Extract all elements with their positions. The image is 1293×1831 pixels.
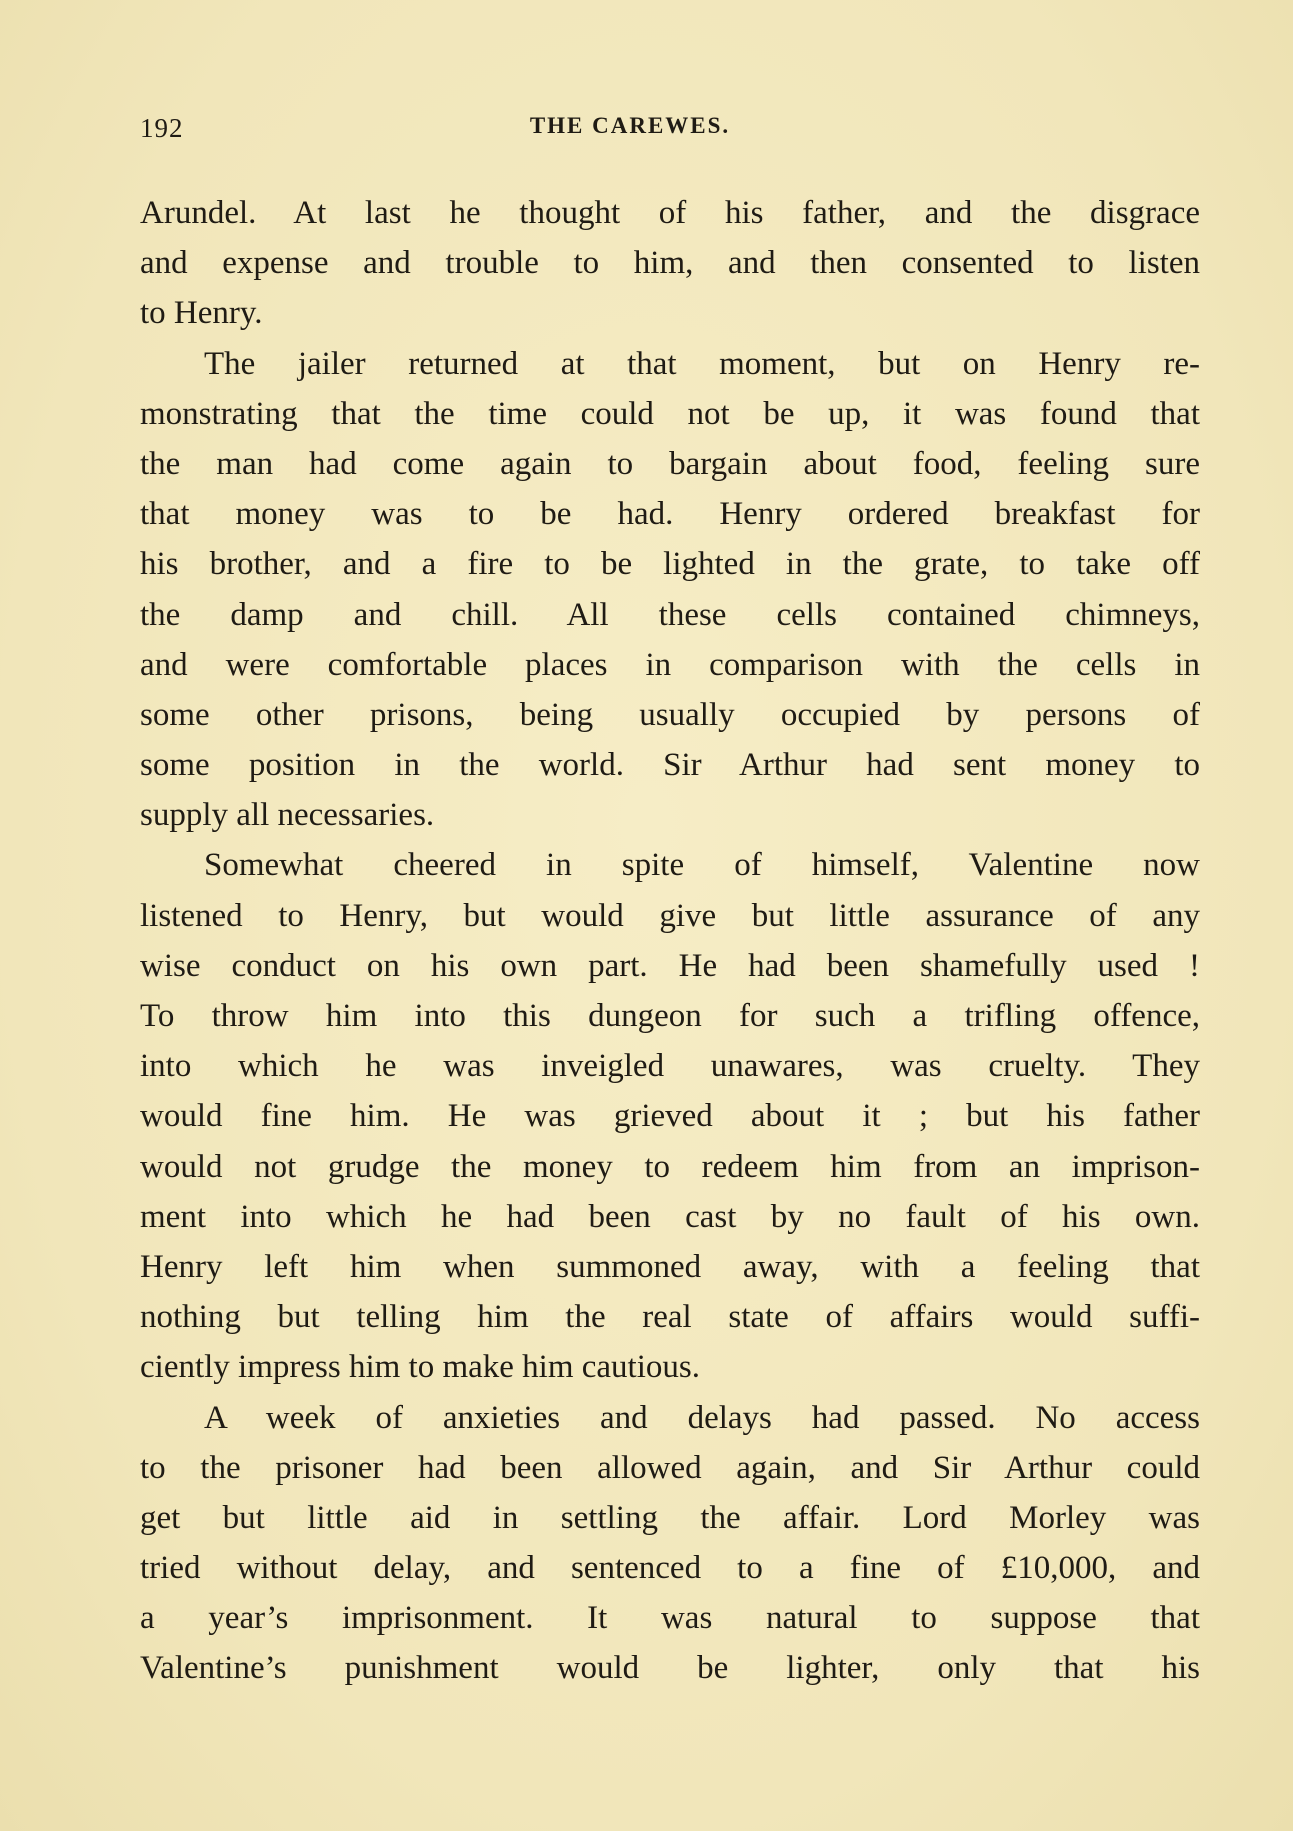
text-line: Arundel. At last he thought of his father, and the disgrace bbox=[140, 195, 1200, 231]
text-line: Somewhat cheered in spite of himself, Valentine now bbox=[204, 847, 1200, 884]
page-number: 192 bbox=[140, 113, 184, 143]
text-line: Henry left him when summoned away, with a feeling that bbox=[140, 1248, 1200, 1285]
text-line: Valentine’s punishment would be lighter, only that his bbox=[140, 1650, 1200, 1687]
text-line: into which he was inveigled unawares, was cruelty. They bbox=[140, 1048, 1200, 1085]
text-line: and were comfortable places in comparison with the cells in bbox=[140, 646, 1200, 683]
text-line: supply all necessaries. bbox=[140, 797, 435, 834]
text-line: his brother, and a fire to be lighted in the grate, to take off bbox=[140, 546, 1200, 583]
text-line: to the prisoner had been allowed again, and Sir Arthur could bbox=[140, 1449, 1200, 1486]
text-line: would fine him. He was grieved about it ; but his father bbox=[140, 1098, 1200, 1135]
text-line: and expense and trouble to him, and then consented to listen bbox=[140, 245, 1200, 282]
text-line: that money was to be had. Henry ordered breakfast for bbox=[140, 496, 1200, 533]
text-line: To throw him into this dungeon for such a trifling offence, bbox=[140, 998, 1200, 1034]
body-text bbox=[140, 188, 1200, 1694]
text-line: get but little aid in settling the affair. Lord Morley was bbox=[140, 1499, 1200, 1536]
text-line: some other prisons, being usually occupied by persons of bbox=[140, 696, 1200, 733]
text-line: a year’s imprisonment. It was natural to suppose that bbox=[140, 1600, 1200, 1637]
text-line: some position in the world. Sir Arthur had sent money to bbox=[140, 747, 1200, 784]
text-line: listened to Henry, but would give but little assurance of any bbox=[140, 897, 1200, 934]
text-line: to Henry. bbox=[140, 295, 263, 332]
text-line: the damp and chill. All these cells contained chimneys, bbox=[140, 596, 1200, 633]
text-line: ment into which he had been cast by no fault of his own. bbox=[140, 1198, 1200, 1235]
text-line: A week of anxieties and delays had passed. No access bbox=[204, 1399, 1200, 1436]
text-line: ciently impress him to make him cautious. bbox=[140, 1349, 700, 1386]
page-header bbox=[140, 113, 1200, 153]
text-line: tried without delay, and sentenced to a fine of £10,000, and bbox=[140, 1550, 1200, 1587]
text-line: would not grudge the money to redeem him from an imprison- bbox=[140, 1148, 1200, 1185]
text-line: The jailer returned at that moment, but on Henry re- bbox=[204, 345, 1200, 382]
text-line: wise conduct on his own part. He had been shamefully used ! bbox=[140, 947, 1200, 984]
text-line: nothing but telling him the real state of affairs would suffi- bbox=[140, 1299, 1200, 1336]
running-title: THE CAREWES. bbox=[529, 113, 731, 138]
text-line: monstrating that the time could not be up, it was found that bbox=[140, 395, 1200, 432]
text-line: the man had come again to bargain about food, feeling sure bbox=[140, 445, 1200, 482]
